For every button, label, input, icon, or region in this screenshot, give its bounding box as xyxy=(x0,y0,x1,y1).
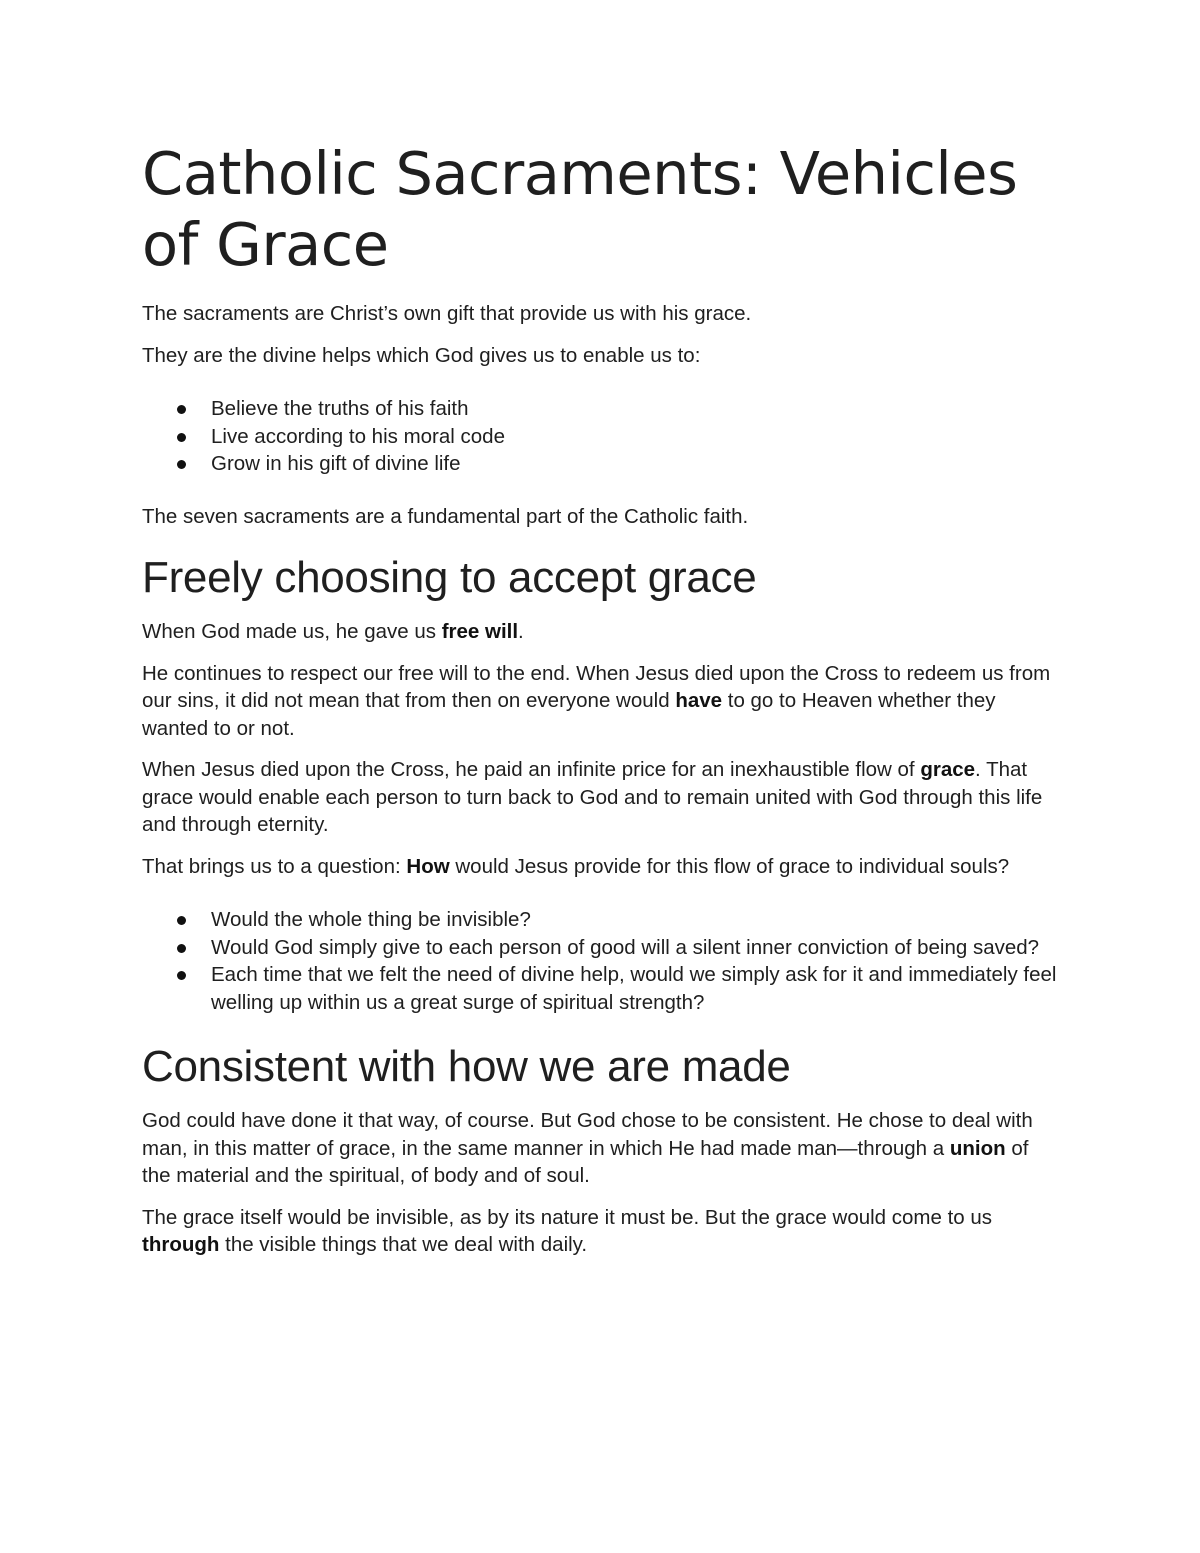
emphasis-union: union xyxy=(949,1136,1006,1160)
questions-list xyxy=(142,906,1062,1016)
section1-paragraph-3: When Jesus died upon the Cross, he paid an infinite price for an inexhaustible flow of grace. That grace would enable each person to turn back to God and to remain united with God through this life and through eternity. xyxy=(142,758,1043,836)
section1-paragraph-4: That brings us to a question: How would Jesus provide for this flow of grace to individual souls? xyxy=(142,854,1010,878)
intro-paragraph-3: The seven sacraments are a fundamental part of the Catholic faith. xyxy=(142,504,749,528)
section2-paragraph-2: The grace itself would be invisible, as by its nature it must be. But the grace would come to us through the visible things that we deal with daily. xyxy=(142,1205,993,1256)
intro-paragraph-1: The sacraments are Christ’s own gift that provide us with his grace. xyxy=(142,302,752,325)
list-item-text: Live according to his moral code xyxy=(211,424,505,448)
list-item-text: Would God simply give to each person of good will a silent inner conviction of being saved? xyxy=(211,935,1040,959)
list-item xyxy=(142,423,1062,451)
section-heading-free-will: Freely choosing to accept grace xyxy=(142,553,757,602)
section1-paragraph-2: He continues to respect our free will to the end. When Jesus died upon the Cross to redeem us from our sins, it did not mean that from then on everyone would have to go to Heaven whether they wanted to or not. xyxy=(142,661,1051,740)
emphasis-free-will: free will xyxy=(441,620,519,643)
bullet-icon xyxy=(177,460,186,469)
emphasis-grace: grace xyxy=(920,758,976,781)
list-item xyxy=(142,961,1062,1016)
list-item xyxy=(142,934,1062,962)
list-item xyxy=(142,450,1062,478)
document-page xyxy=(142,138,1062,1273)
list-item-text: Would the whole thing be invisible? xyxy=(211,908,531,931)
bullet-icon xyxy=(177,433,186,442)
list-item-text: Each time that we felt the need of divine help, would we simply ask for it and immediately feel welling up within us a great surge of spiritual strength? xyxy=(211,963,1057,1014)
section-heading-consistent: Consistent with how we are made xyxy=(142,1042,791,1091)
bullet-icon xyxy=(177,405,186,414)
section2-paragraph-1: God could have done it that way, of course. But God chose to be consistent. He chose to deal with man, in this matter of grace, in the same manner in which He had made man—through a union of the material and the spiritual, of body and of soul. xyxy=(142,1109,1033,1187)
bullet-icon xyxy=(177,944,186,953)
list-item-text: Grow in his gift of divine life xyxy=(211,452,461,475)
list-item xyxy=(142,906,1062,934)
intro-paragraph-2: They are the divine helps which God gives us to enable us to: xyxy=(142,343,701,367)
document-title: Catholic Sacraments: Vehicles of Grace xyxy=(142,139,1018,279)
section1-paragraph-1: When God made us, he gave us free will. xyxy=(142,620,524,643)
list-item-text: Believe the truths of his faith xyxy=(211,397,469,420)
bullet-icon xyxy=(177,916,186,925)
bullet-icon xyxy=(177,971,186,980)
emphasis-through: through xyxy=(142,1233,220,1256)
list-item xyxy=(142,395,1062,423)
emphasis-how: How xyxy=(406,854,450,878)
intro-list xyxy=(142,395,1062,478)
emphasis-have: have xyxy=(675,689,723,712)
